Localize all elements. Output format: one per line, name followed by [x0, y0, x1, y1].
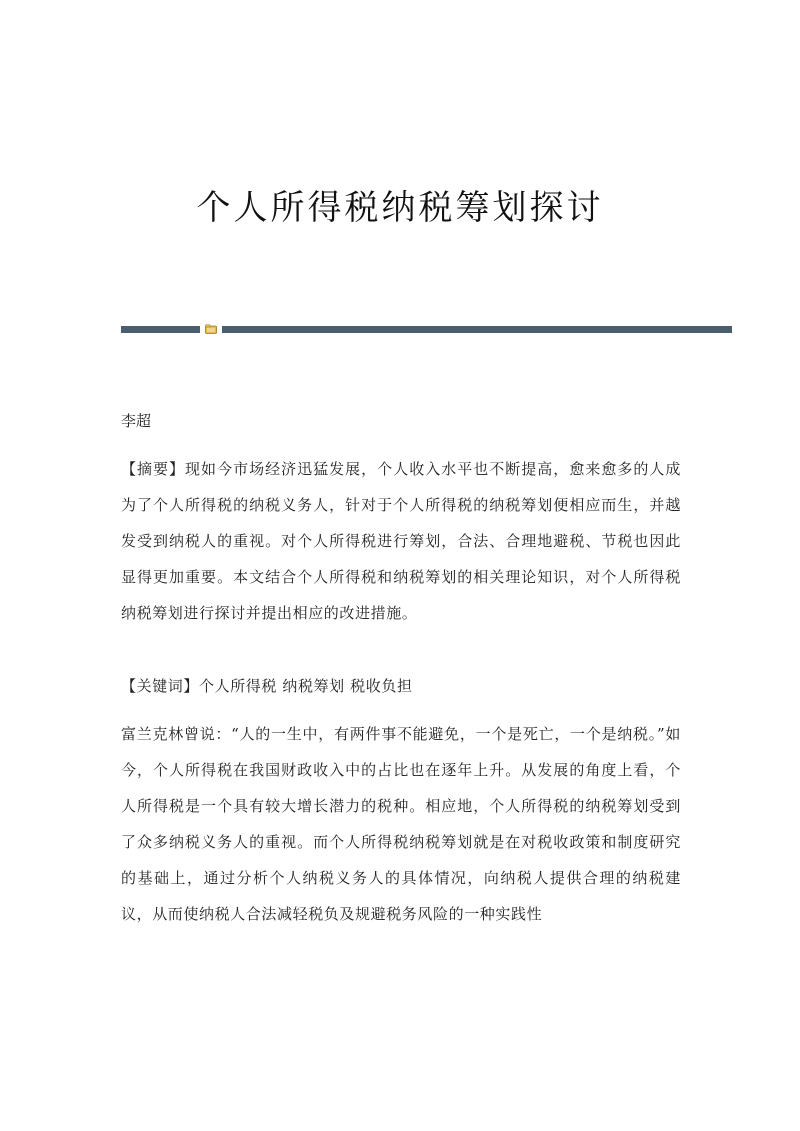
divider-bar-left — [121, 326, 200, 333]
body-paragraph: 富兰克林曾说：“人的一生中，有两件事不能避免，一个是死亡，一个是纳税。”如今，个人所得税在我国财政收入中的占比也在逐年上升。从发展的角度上看，个人所得税是一个具有较大增长潜力的税种。相应地，个人所得税的纳税筹划受到了众多纳税义务人的重视。而个人所得税纳税筹划就是在对税收政策和制度研究的基础上，通过分析个人纳税义务人的具体情况，向纳税人提供合理的纳税建议，从而使纳税人合法减轻税负及规避税务风险的一种实践性 — [121, 725, 681, 923]
keywords-line: 【关键词】个人所得税 纳税筹划 税收负担 — [121, 677, 413, 695]
title-divider — [121, 326, 732, 333]
document-title: 个人所得税纳税筹划探讨 — [196, 188, 604, 228]
divider-bar-right — [222, 326, 732, 333]
folder-icon — [205, 324, 217, 334]
author-name: 李超 — [121, 412, 152, 430]
abstract-paragraph: 【摘要】现如今市场经济迅猛发展，个人收入水平也不断提高，愈来愈多的人成为了个人所得税的纳税义务人，针对于个人所得税的纳税筹划便相应而生，并越发受到纳税人的重视。对个人所得税进行筹划，合法、合理地避税、节税也因此显得更加重要。本文结合个人所得税和纳税筹划的相关理论知识，对个人所得税纳税筹划进行探讨并提出相应的改进措施。 — [121, 460, 681, 622]
